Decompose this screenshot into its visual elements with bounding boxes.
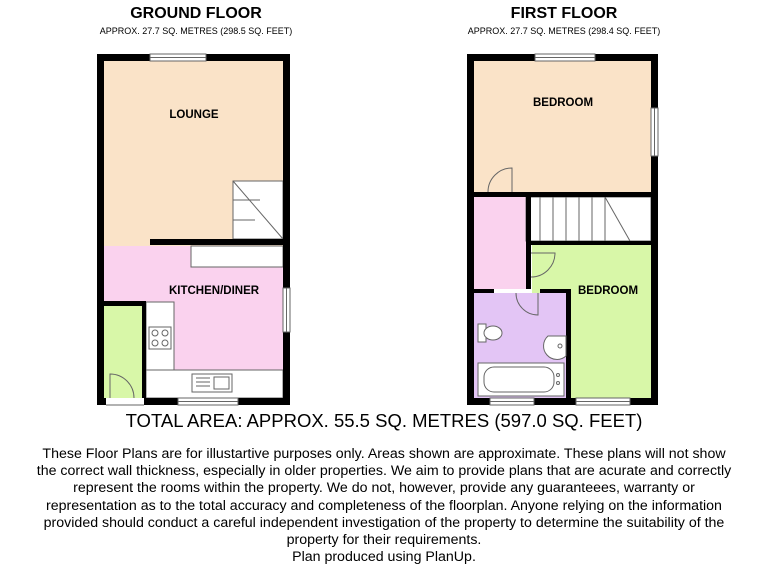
internal-wall (142, 301, 146, 398)
disclaimer-line: provided should conduct a careful independent investigation of the property to determine the suitability of the (43, 514, 725, 531)
front-door-opening (106, 398, 144, 405)
first-stairs (526, 197, 651, 241)
bedroom-1-label: BEDROOM (532, 97, 594, 109)
planup-credit: Plan produced using PlanUp. (292, 549, 476, 566)
internal-wall (150, 239, 283, 245)
landing-room (474, 197, 526, 289)
lounge-label: LOUNGE (169, 109, 219, 121)
ground-floor-area: APPROX. 27.7 SQ. METRES (298.5 SQ. FEET) (99, 26, 293, 36)
kitchen-diner-label: KITCHEN/DINER (168, 285, 260, 297)
toilet-bowl (484, 326, 502, 340)
internal-wall (526, 197, 531, 289)
internal-wall (516, 192, 651, 197)
internal-wall (474, 289, 494, 293)
internal-wall (526, 241, 651, 245)
hob (149, 327, 171, 349)
disclaimer-line: property for their requirements. (286, 532, 482, 549)
internal-wall (104, 301, 146, 306)
internal-wall (474, 192, 516, 197)
disclaimer-line: the correct wall thickness, especially in older properties. We aim to provide plans that are acurate and correctly (36, 463, 732, 480)
first-floor-title: FIRST FLOOR (510, 5, 618, 22)
total-area: TOTAL AREA: APPROX. 55.5 SQ. METRES (597.0 SQ. FEET) (125, 410, 643, 431)
disclaimer-line: representation as to the total accuracy and completeness of the floorplan. Anyone relying on the information (46, 497, 722, 514)
ground-floor-plan (101, 54, 291, 405)
kitchen-worktop (191, 246, 283, 267)
first-floor-area: APPROX. 27.7 SQ. METRES (298.4 SQ. FEET) (467, 26, 661, 36)
internal-wall (540, 289, 566, 293)
disclaimer-text (0, 446, 768, 566)
ground-floor-title: GROUND FLOOR (130, 5, 262, 22)
bedroom-2-label: BEDROOM (577, 285, 639, 297)
internal-wall (566, 289, 571, 398)
bedroom-1-room (474, 61, 651, 192)
disclaimer-line: These Floor Plans are for illustartive purposes only. Areas shown are approximate. These plans will not show (42, 446, 726, 462)
disclaimer-line: represent the rooms within the property. We do not, however, provide any guaranteees, warranty or (73, 480, 695, 497)
first-floor-plan (471, 54, 659, 405)
